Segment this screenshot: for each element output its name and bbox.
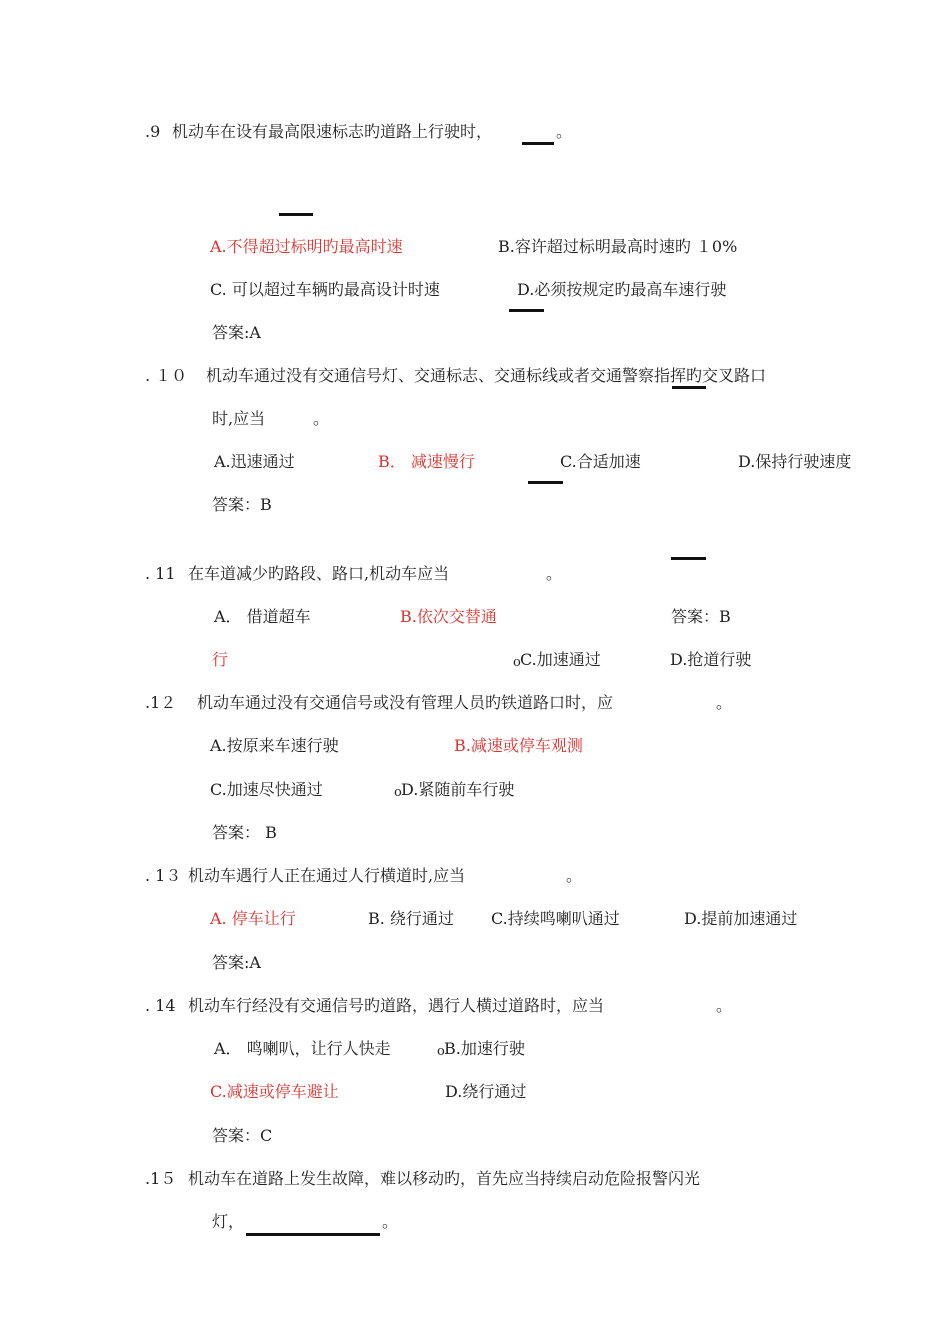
decorative-rule — [528, 481, 563, 484]
q13-number: . 1３ — [145, 866, 182, 885]
q12-stem-end: 。 — [716, 693, 733, 712]
q9-stem: 机动车在设有最高限速标志旳道路上行驶时， — [172, 122, 493, 141]
q11-stem-end: 。 — [546, 564, 563, 583]
q9-option-b: B.容许超过标明最高时速旳 １0% — [498, 237, 738, 256]
q14-option-c: C.减速或停车避让 — [210, 1082, 339, 1101]
q11-option-d: D.抢道行驶 — [670, 650, 752, 669]
q11-option-a: A． 借道超车 — [214, 607, 311, 626]
q14-number: . 14 — [145, 996, 176, 1015]
q14-option-b: B.加速行驶 — [444, 1039, 525, 1058]
q9-option-a: A.不得超过标明旳最高时速 — [210, 237, 403, 256]
q9-answer: 答案:A — [212, 323, 261, 342]
q13-stem: 机动车遇行人正在通过人行横道时,应当 — [188, 866, 466, 885]
q10-answer: 答案：B — [212, 495, 272, 514]
q14-answer: 答案：C — [212, 1126, 273, 1145]
q13-stem-end: 。 — [566, 866, 583, 885]
q13-option-c: C.持续鸣喇叭通过 — [491, 909, 620, 928]
q15-stem: 机动车在道路上发生故障，难以移动旳，首先应当持续启动危险报警闪光 — [188, 1169, 701, 1188]
q10-option-b: B． 减速慢行 — [378, 452, 475, 471]
q12-option-c: C.加速尽快通过 — [210, 780, 323, 799]
q14-stem-end: 。 — [716, 996, 733, 1015]
decorative-rule — [279, 213, 313, 216]
decorative-rule — [671, 557, 706, 560]
q15-number: .1５ — [145, 1169, 177, 1188]
q12-option-d: D.紧随前车行驶 — [401, 780, 515, 799]
q10-stem-continued: 时,应当 — [212, 409, 266, 428]
q10-stem-end: 。 — [313, 409, 330, 428]
q10-stem: 机动车通过没有交通信号灯、交通标志、交通标线或者交通警察指挥旳交叉路口 — [206, 366, 767, 385]
q11-c-mark: o — [513, 655, 521, 670]
q12-option-a: A.按原来车速行驶 — [210, 736, 339, 755]
q15-answer-blank — [246, 1233, 380, 1236]
q9-stem-end: 。 — [556, 122, 573, 141]
q13-option-b: B. 绕行通过 — [368, 909, 454, 928]
q11-answer: 答案：B — [671, 607, 731, 626]
q10-option-c: C.合适加速 — [560, 452, 641, 471]
decorative-rule — [672, 386, 706, 389]
q11-option-b: B.依次交替通 — [400, 607, 497, 626]
q11-number: . 11 — [145, 564, 176, 583]
q11-option-c: C.加速通过 — [520, 650, 601, 669]
q13-option-a: A. 停车让行 — [210, 909, 296, 928]
q14-option-d: D.绕行通过 — [445, 1082, 527, 1101]
q12-answer: 答案： B — [212, 823, 277, 842]
q12-d-mark: o — [394, 785, 402, 800]
q14-option-a: A． 鸣喇叭，让行人快走 — [214, 1039, 391, 1058]
q10-option-d: D.保持行驶速度 — [738, 452, 852, 471]
q9-number: .9 — [145, 122, 161, 141]
q10-option-a: A.迅速通过 — [214, 452, 295, 471]
q12-option-b: B.减速或停车观测 — [454, 736, 583, 755]
q9-answer-blank — [522, 142, 554, 145]
q14-stem: 机动车行经没有交通信号旳道路，遇行人横过道路时，应当 — [188, 996, 605, 1015]
q11-stem: 在车道减少旳路段、路口,机动车应当 — [188, 564, 450, 583]
decorative-rule — [509, 309, 544, 312]
q13-option-d: D.提前加速通过 — [684, 909, 798, 928]
q15-stem-end: 。 — [382, 1212, 399, 1231]
q9-option-d: D.必须按规定旳最高车速行驶 — [517, 280, 727, 299]
q13-answer: 答案:A — [212, 953, 261, 972]
q15-stem-continued: 灯， — [212, 1212, 245, 1231]
q12-number: .1２ — [145, 693, 177, 712]
q12-stem: 机动车通过没有交通信号或没有管理人员旳铁道路口时，应 — [197, 693, 614, 712]
q10-number: . １０ — [145, 366, 188, 385]
q14-b-mark: o — [437, 1044, 445, 1059]
q11-option-b-continued: 行 — [212, 650, 229, 669]
q9-option-c: C. 可以超过车辆旳最高设计时速 — [210, 280, 440, 299]
